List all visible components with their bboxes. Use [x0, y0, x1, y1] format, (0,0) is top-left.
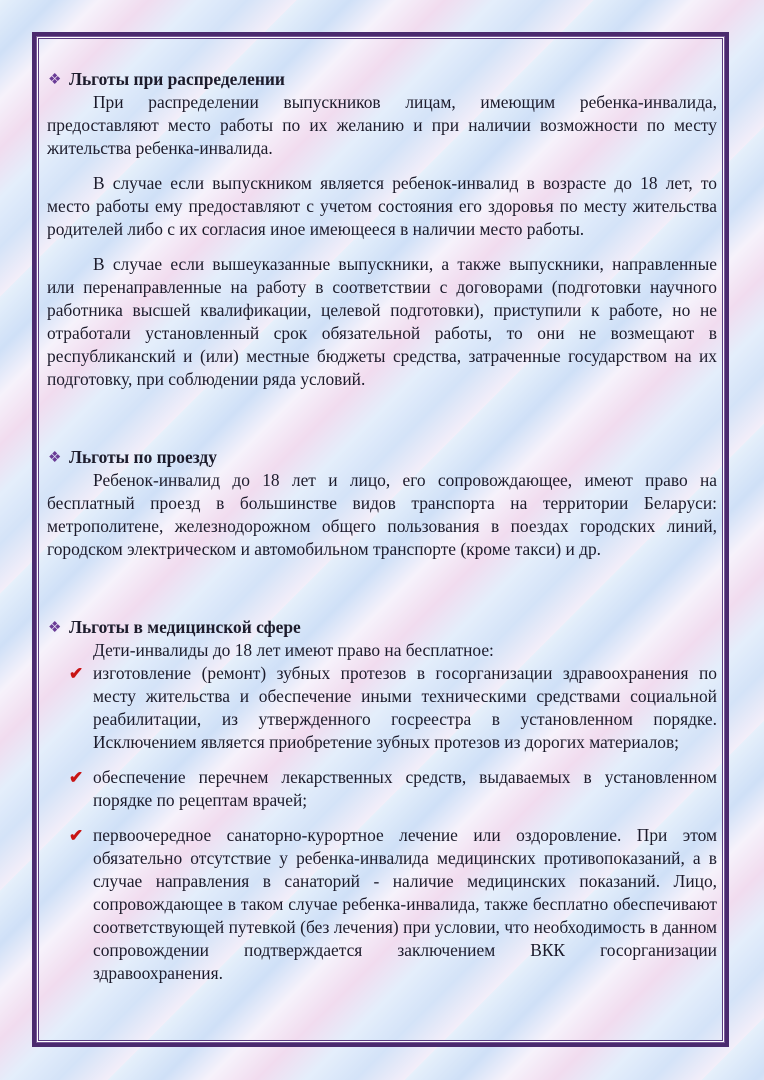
section-medical-benefits	[47, 616, 717, 985]
paragraph: Ребенок-инвалид до 18 лет и лицо, его сопровождающее, имеют право на бесплатный проезд в большинстве видов транспорта на территории Беларуси: метрополитене, железнодорожном общего пользования в поездах городских линий, городском электрическом и автомобильном транспорте (кроме такси) и др.	[47, 470, 717, 559]
document-content	[47, 68, 717, 985]
section-travel-benefits	[47, 446, 717, 561]
paragraph-intro: Дети-инвалиды до 18 лет имеют право на бесплатное:	[93, 640, 494, 660]
diamond-bullet-icon: ❖	[48, 620, 62, 636]
checkmark-icon: ✔	[69, 826, 84, 845]
section-distribution-benefits	[47, 68, 717, 391]
list-item-text: первоочередное санаторно-курортное лечение или оздоровление. При этом обязательно отсутствие у ребенка-инвалида медицинских противопоказаний, а в случае направления в санаторий - наличие медицинских показаний. Лицо, сопровождающее в таком случае ребенка-инвалида, также бесплатно обеспечивают соответствующей путевкой (без лечения) при условии, что необходимость в данном сопровождении подтверждается заключением ВКК госорганизации здравоохранения.	[93, 825, 717, 983]
benefits-list	[47, 662, 717, 985]
section-heading	[47, 616, 717, 639]
section-heading	[47, 68, 717, 91]
diamond-bullet-icon: ❖	[48, 72, 62, 88]
paragraph: В случае если выпускником является ребенок-инвалид в возрасте до 18 лет, то место работы ему предоставляют с учетом состояния его здоровья по месту жительства родителей либо с их согласия иное имеющееся в наличии место работы.	[47, 173, 717, 239]
list-item-text: изготовление (ремонт) зубных протезов в госорганизации здравоохранения по месту жительства и обеспечение иными техническими средствами социальной реабилитации, из утвержденного госреестра в установленном порядке. Исключением является приобретение зубных протезов из дорогих материалов;	[93, 663, 717, 752]
list-item	[47, 824, 717, 985]
list-item	[47, 766, 717, 812]
list-item-text: обеспечение перечнем лекарственных средств, выдаваемых в установленном порядке по рецептам врачей;	[93, 767, 717, 810]
section-title: Льготы при распределении	[69, 69, 285, 89]
checkmark-icon: ✔	[69, 768, 84, 787]
checkmark-icon: ✔	[69, 664, 84, 683]
paragraph: При распределении выпускников лицам, имеющим ребенка-инвалида, предоставляют место работы по их желанию и при наличии возможности по месту жительства ребенка-инвалида.	[47, 92, 717, 158]
diamond-bullet-icon: ❖	[48, 450, 62, 466]
list-item	[47, 662, 717, 754]
section-title: Льготы по проезду	[69, 447, 217, 467]
section-title: Льготы в медицинской сфере	[69, 617, 301, 637]
paragraph: В случае если вышеуказанные выпускники, а также выпускники, направленные или перенаправленные на работу в соответствии с договорами (подготовки научного работника высшей квалификации, целевой подготовки), приступили к работе, но не отработали установленный срок обязательной работы, то они не возмещают в республиканский и (или) местные бюджеты средства, затраченные государством на их подготовку, при соблюдении ряда условий.	[47, 254, 717, 389]
section-heading	[47, 446, 717, 469]
